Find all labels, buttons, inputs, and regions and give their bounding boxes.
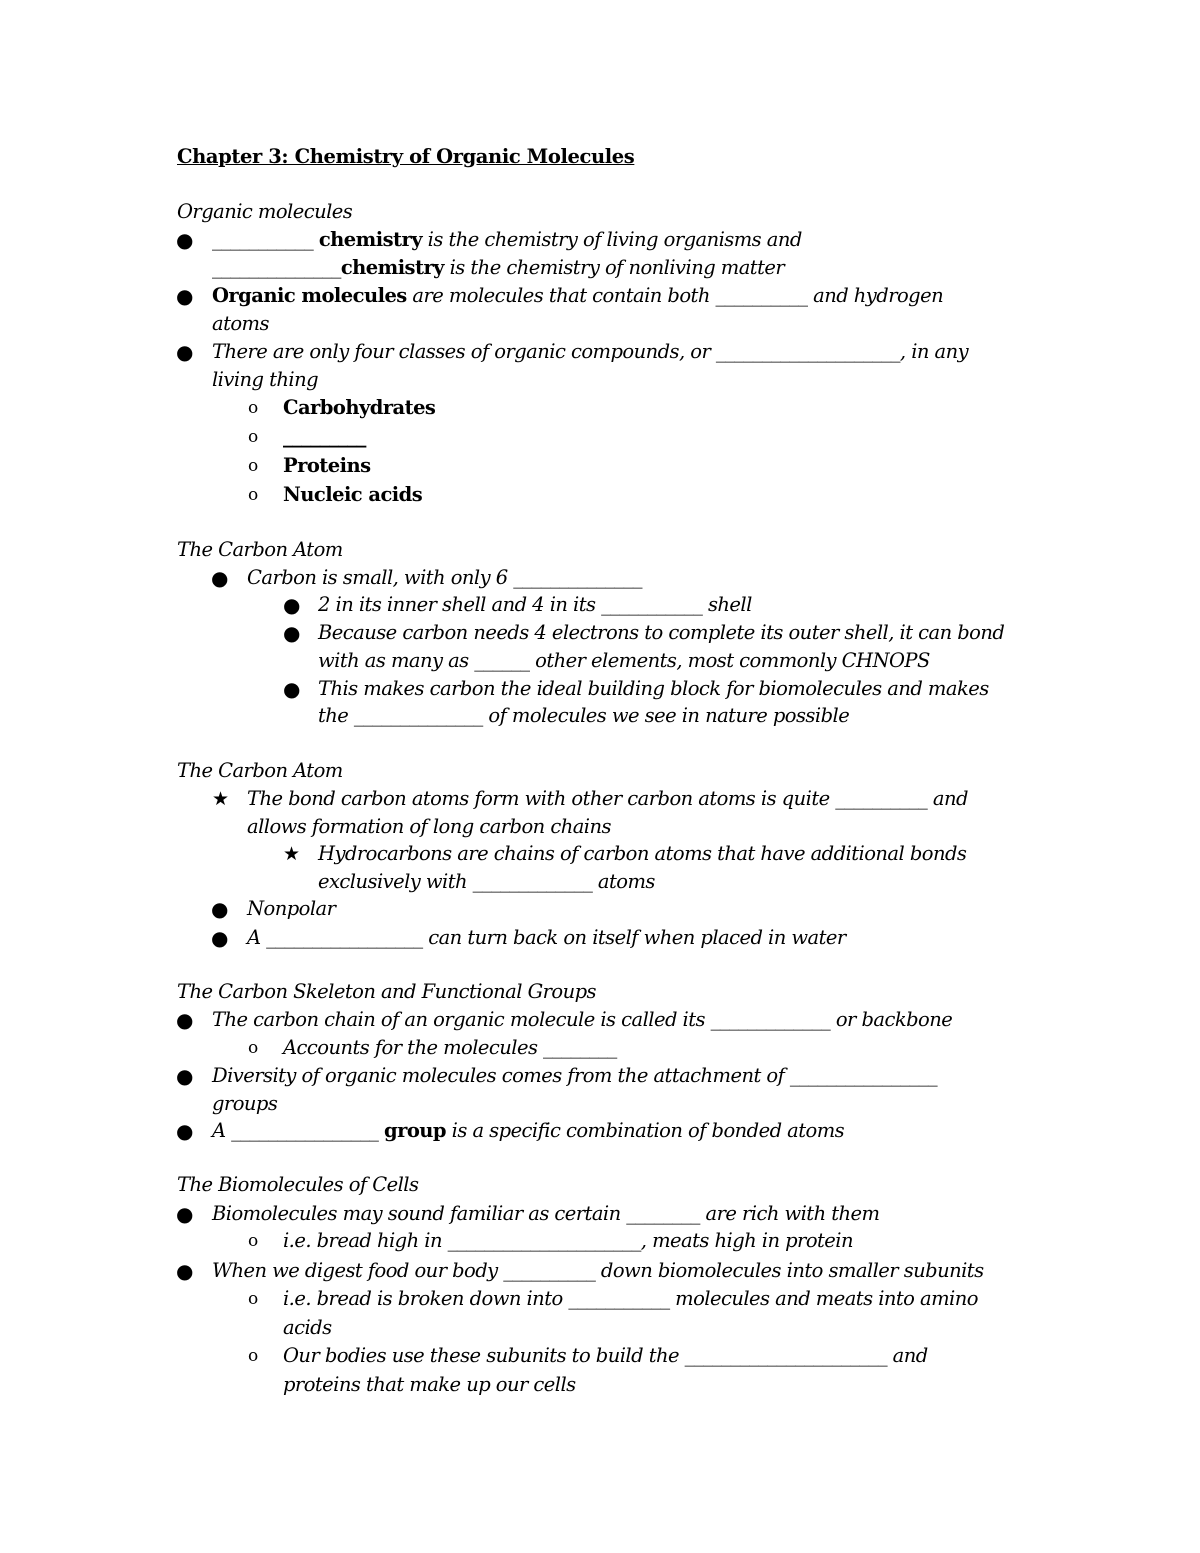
bullet-dot-icon: ● <box>176 1259 194 1283</box>
bullet-circle-icon: o <box>248 456 259 476</box>
list-item: When we digest food our body __________ down biomolecules into smaller subunits <box>212 1259 984 1282</box>
list-item-continuation: groups <box>212 1092 278 1115</box>
item-text: are molecules that contain both __________ and hydrogen <box>406 284 944 307</box>
list-item <box>212 282 943 310</box>
blank-text: A ________________ <box>212 1119 385 1142</box>
section-heading-carbon-atom: The Carbon Atom <box>177 538 343 561</box>
bullet-circle-icon: o <box>248 1346 259 1366</box>
bullet-dot-icon: ● <box>176 340 194 364</box>
sub-list-item: i.e. bread is broken down into ___________ molecules and meats into amino <box>283 1287 978 1310</box>
sub-list-item-continuation: proteins that make up our cells <box>283 1373 576 1396</box>
list-item: The bond carbon atoms form with other carbon atoms is quite __________ and <box>247 787 968 810</box>
bullet-dot-icon: ● <box>211 566 229 590</box>
bullet-dot-icon: ● <box>176 1119 194 1143</box>
bullet-dot-icon: ● <box>176 284 194 308</box>
list-item: Biomolecules may sound familiar as certain ________ are rich with them <box>212 1202 880 1225</box>
section-heading-carbon-skeleton: The Carbon Skeleton and Functional Groups <box>177 980 596 1003</box>
list-item: Nonpolar <box>247 897 336 920</box>
bullet-circle-icon: o <box>248 1289 259 1309</box>
bold-term: chemistry <box>318 228 422 251</box>
list-item <box>212 226 802 254</box>
sub-list-item-continuation: exclusively with _____________ atoms <box>318 870 655 893</box>
sub-list-item: Hydrocarbons are chains of carbon atoms that have additional bonds <box>318 842 967 865</box>
sub-list-item-continuation: with as many as ______ other elements, most commonly CHNOPS <box>318 649 930 672</box>
list-item-continuation: atoms <box>212 312 269 335</box>
sub-list-item-blank: _________ <box>283 425 366 448</box>
list-item: There are only four classes of organic compounds, or ____________________, in any <box>212 340 969 363</box>
bullet-circle-icon: o <box>248 1038 259 1058</box>
bullet-circle-icon: o <box>248 427 259 447</box>
sub-list-item: This makes carbon the ideal building block for biomolecules and makes <box>318 677 989 700</box>
sub-list-item: Our bodies use these subunits to build the ______________________ and <box>283 1344 928 1367</box>
item-text: is the chemistry of living organisms and <box>422 228 802 251</box>
sub-list-item-nucleic-acids: Nucleic acids <box>283 483 423 506</box>
bullet-dot-icon: ● <box>211 897 229 921</box>
bullet-dot-icon: ● <box>176 228 194 252</box>
list-item: The carbon chain of an organic molecule is called its _____________ or backbone <box>212 1008 953 1031</box>
page-title: Chapter 3: Chemistry of Organic Molecules <box>177 145 635 168</box>
bold-term: chemistry <box>340 256 444 279</box>
bullet-dot-icon: ● <box>283 621 301 645</box>
sub-list-item: i.e. bread high in _____________________, meats high in protein <box>283 1229 853 1252</box>
bullet-star-icon: ★ <box>212 788 230 810</box>
bullet-dot-icon: ● <box>283 677 301 701</box>
blank-text: ___________ <box>212 228 319 251</box>
sub-list-item-continuation: acids <box>283 1316 332 1339</box>
section-heading-carbon-atom: The Carbon Atom <box>177 759 343 782</box>
list-item: A _________________ can turn back on itself when placed in water <box>247 926 846 949</box>
bullet-dot-icon: ● <box>283 593 301 617</box>
bold-term: Organic molecules <box>212 284 407 307</box>
item-text: is the chemistry of nonliving matter <box>443 256 785 279</box>
list-item <box>212 1117 844 1145</box>
list-item: Carbon is small, with only 6 ______________ <box>247 566 643 589</box>
bullet-dot-icon: ● <box>176 1202 194 1226</box>
bold-term: group <box>384 1119 447 1142</box>
bullet-dot-icon: ● <box>211 926 229 950</box>
bullet-star-icon: ★ <box>283 843 301 865</box>
list-item: Diversity of organic molecules comes from the attachment of ________________ <box>212 1064 938 1087</box>
list-item-continuation: living thing <box>212 368 319 391</box>
section-heading-organic-molecules: Organic molecules <box>177 200 353 223</box>
bullet-dot-icon: ● <box>176 1064 194 1088</box>
bullet-circle-icon: o <box>248 485 259 505</box>
sub-list-item-carbohydrates: Carbohydrates <box>283 396 436 419</box>
bullet-circle-icon: o <box>248 1231 259 1251</box>
sub-list-item: 2 in its inner shell and 4 in its ___________ shell <box>318 593 752 616</box>
sub-list-item-proteins: Proteins <box>283 454 371 477</box>
list-item-continuation <box>212 254 784 282</box>
bullet-circle-icon: o <box>248 398 259 418</box>
bullet-dot-icon: ● <box>176 1008 194 1032</box>
sub-list-item: Because carbon needs 4 electrons to complete its outer shell, it can bond <box>318 621 1005 644</box>
item-text: is a specific combination of bonded atoms <box>446 1119 845 1142</box>
blank-text: ______________ <box>212 256 341 279</box>
section-heading-biomolecules: The Biomolecules of Cells <box>177 1173 419 1196</box>
sub-list-item: Accounts for the molecules ________ <box>283 1036 617 1059</box>
list-item-continuation: allows formation of long carbon chains <box>247 815 611 838</box>
sub-list-item-continuation: the ______________ of molecules we see in nature possible <box>318 704 850 727</box>
